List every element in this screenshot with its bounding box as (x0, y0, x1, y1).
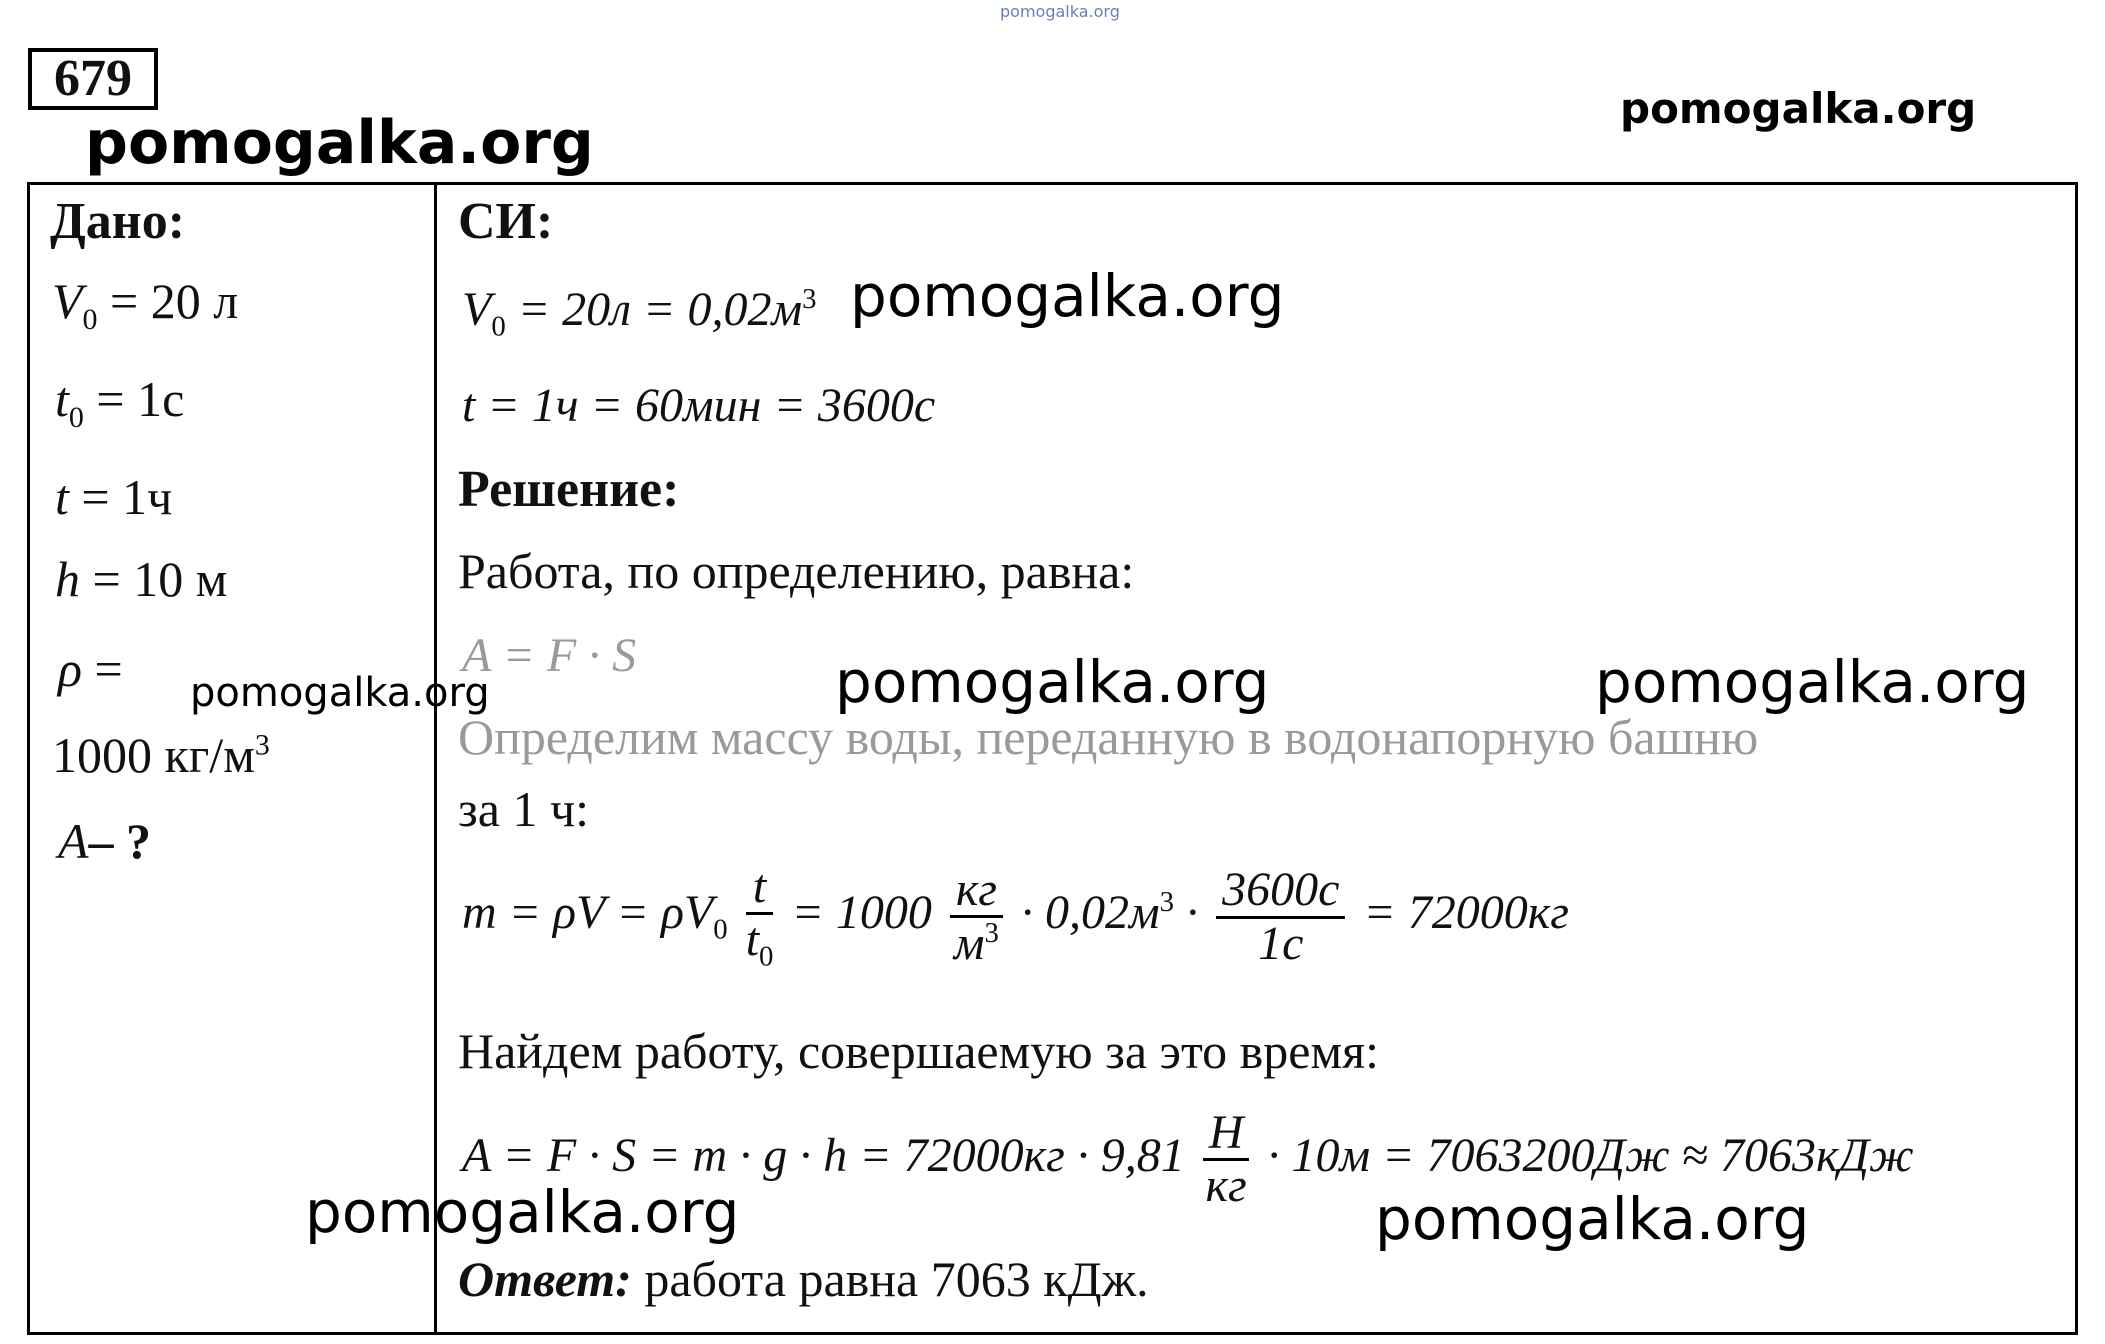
given-t-value: = 1ч (81, 469, 173, 525)
left-watermark: pomogalka.org (85, 108, 594, 178)
solution-title: Решение: (458, 461, 680, 518)
answer-line (458, 1250, 1149, 1308)
mass-mid: = 1000 (791, 886, 932, 940)
work-lhs: A = F · S = m · g · h = 72000кг · 9,81 (462, 1128, 1185, 1182)
mass-frac-seconds (1216, 865, 1345, 969)
mass-frac-time (746, 862, 774, 972)
given-v0: $V_0 = 20$ л (52, 273, 239, 336)
work-frac-top: Н (1203, 1108, 1250, 1161)
given-unknown-mark: – ? (88, 813, 152, 869)
given-t: t = 1ч (55, 469, 173, 525)
given-watermark: pomogalka.org (190, 670, 490, 716)
work-rhs: · 10м = 7063200Дж ≈ 7063кДж (1267, 1128, 1914, 1182)
given-rho-value: = (94, 641, 123, 697)
si-v0-formula: = 20л = 0,02м (517, 283, 803, 336)
column-divider (434, 182, 437, 1335)
si-title: СИ: (458, 193, 554, 250)
mass-result: = 72000кг (1363, 886, 1569, 940)
mass-frac-bottom: t (745, 913, 760, 967)
given-rho-number: 1000 кг/м (52, 727, 255, 783)
si-watermark: pomogalka.org (850, 262, 1285, 330)
si-t-formula: = 1ч = 60мин = 3600с (487, 379, 936, 432)
given-title: Дано: (50, 193, 186, 250)
mass-unit-top: кг (950, 865, 1003, 918)
given-t0-value: = 1с (96, 371, 185, 427)
mass-unit-bottom-wrap: $м^3$ (953, 917, 999, 971)
mass-frac-bottom-wrap: $t_0$ (745, 913, 774, 973)
solution-watermark-mid: pomogalka.org (835, 648, 1270, 716)
mass-lhs: m = ρV = ρV (462, 886, 714, 940)
mass-unit-frac (950, 862, 1003, 971)
si-t: t = 1ч = 60мин = 3600с (462, 379, 936, 432)
given-t0: $t_0 = 1с$ (55, 371, 185, 434)
solution-line1: Работа, по определению, равна: (458, 543, 1135, 599)
solution-line2: Определим массу воды, переданную в водонапорную башню (458, 709, 1759, 765)
top-small-watermark: pomogalka.org (1000, 2, 1120, 21)
answer-label: Ответ: (458, 1251, 632, 1307)
mass-frac2-bottom: 1с (1258, 916, 1304, 970)
given-rho: ρ = (58, 641, 123, 697)
solution-line4: Найдем работу, совершаемую за это время: (458, 1023, 1379, 1079)
problem-number: 679 (28, 48, 158, 110)
solution-watermark-bottom-right: pomogalka.org (1375, 1185, 1810, 1253)
mass-frac2-top: 3600с (1216, 865, 1345, 918)
mass-frac-top: t (746, 862, 774, 915)
given-rho-line2: 1000 $кг/м^3$ (52, 727, 270, 783)
mass-formula: $m = \rho V = \rho V_0$ $\frac{t}{t_0}$ = 1000 $\frac{кг}{м^3}$ · $0,02м^3$ · $\frac{3600с}{1с}$ = 72000кг (462, 860, 1569, 973)
given-h-value: = 10 м (92, 551, 228, 607)
given-unknown: A– ? (58, 813, 152, 869)
work-frac (1203, 1108, 1250, 1212)
solution-watermark-bottom-left: pomogalka.org (305, 1178, 740, 1246)
right-watermark: pomogalka.org (1620, 84, 1977, 133)
si-v0: $V_0 = 20л = 0,02м^3$ (462, 283, 817, 343)
given-h: h = 10 м (55, 551, 228, 607)
solution-formula1: A = F · S (462, 629, 637, 682)
mass-mid2: · 0,02м (1021, 886, 1160, 940)
answer-text: работа равна 7063 кДж. (644, 1251, 1149, 1307)
solution-line3: за 1 ч: (458, 781, 589, 837)
work-frac-bottom: кг (1205, 1159, 1247, 1213)
given-v0-value: = 20 л (110, 273, 239, 329)
mass-unit-bottom: м (953, 917, 985, 971)
solution-watermark-right: pomogalka.org (1595, 648, 2030, 716)
